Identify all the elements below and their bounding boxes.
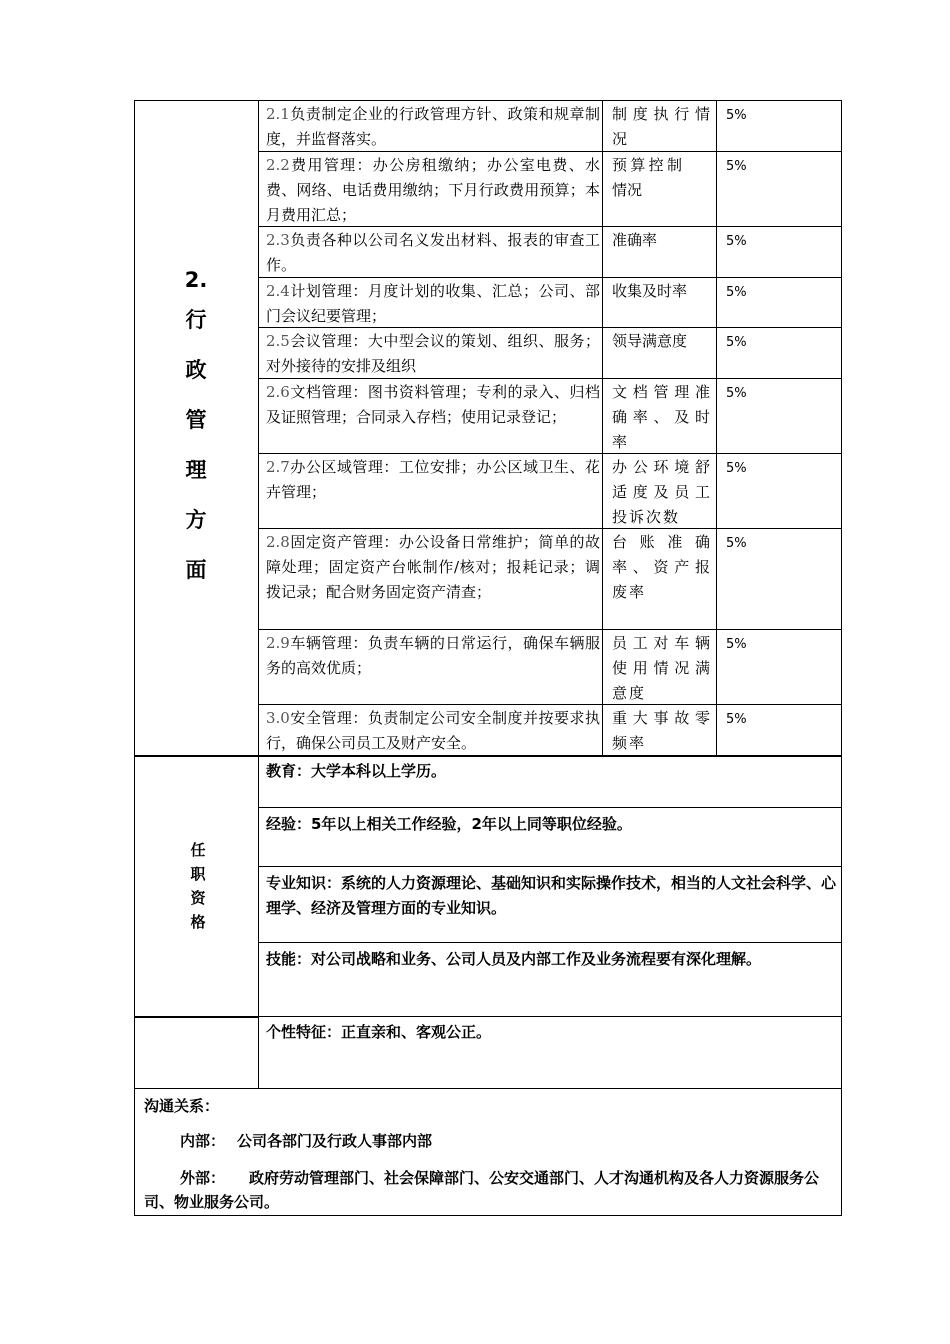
- duty-weight: 5%: [726, 108, 747, 123]
- duty-kpi: 重大事故零频率: [612, 709, 712, 752]
- duty-text: 3.0安全管理：负责制定公司安全制度并按要求执行，确保公司员工及财产安全。: [266, 709, 600, 752]
- duty-weight: 5%: [726, 712, 747, 727]
- duty-text: 2.4计划管理：月度计划的收集、汇总；公司、部门会议纪要管理；: [266, 282, 600, 325]
- qualifications-label-char: 资: [190, 889, 206, 907]
- duty-kpi: 准确率: [612, 231, 658, 249]
- duty-kpi: 员工对车辆使用情况满意度: [612, 634, 712, 702]
- duty-weight: 5%: [726, 386, 747, 401]
- communication-internal: [180, 1129, 432, 1153]
- communication-title: 沟通关系：: [144, 1097, 220, 1115]
- duty-weight: 5%: [726, 461, 747, 476]
- duty-weight: 5%: [726, 234, 747, 249]
- duty-text: 2.9车辆管理：负责车辆的日常运行，确保车辆服务的高效优质；: [266, 634, 600, 677]
- duty-weight: 5%: [726, 536, 747, 551]
- section-title-char: 政: [185, 358, 207, 382]
- experience-requirement: 经验：5年以上相关工作经验，2年以上同等职位经验。: [266, 815, 632, 833]
- duty-kpi: 台账准确率、资产报废率: [612, 533, 712, 601]
- duty-kpi: 办公环境舒适度及员工投诉次数: [612, 458, 712, 526]
- education-requirement: 教育：大学本科以上学历。: [266, 762, 447, 780]
- section-title-char: 方: [185, 508, 207, 532]
- communication-external: [144, 1166, 834, 1214]
- duty-text: 2.6文档管理：图书资料管理；专利的录入、归档及证照管理；合同录入存档；使用记录登记；: [266, 383, 600, 426]
- duty-text: 2.1负责制定企业的行政管理方针、政策和规章制度，并监督落实。: [266, 105, 600, 148]
- duty-weight: 5%: [726, 637, 747, 652]
- duty-text: 2.7办公区域管理：工位安排；办公区域卫生、花卉管理；: [266, 458, 600, 501]
- duty-kpi: 文档管理准确率、及时率: [612, 383, 712, 451]
- knowledge-requirement: 专业知识：系统的人力资源理论、基础知识和实际操作技术，相当的人文社会科学、心理学、经济及管理方面的专业知识。: [266, 874, 837, 917]
- duty-text: 2.2费用管理：办公房租缴纳；办公室电费、水费、网络、电话费用缴纳；下月行政费用预算；本月费用汇总；: [266, 156, 600, 224]
- external-text: 政府劳动管理部门、社会保障部门、公安交通部门、人才沟通机构及各人力资源服务公司、物业服务公司。: [144, 1169, 820, 1211]
- section-title-char: 面: [185, 558, 207, 582]
- skills-requirement: 技能：对公司战略和业务、公司人员及内部工作及业务流程要有深化理解。: [266, 950, 762, 968]
- duty-kpi: 收集及时率: [612, 282, 688, 300]
- duty-kpi: 制度执行情况: [612, 105, 712, 148]
- qualifications-label-char: 职: [190, 865, 206, 883]
- duty-weight: 5%: [726, 285, 747, 300]
- duty-weight: 5%: [726, 159, 747, 174]
- section-title-char: 行: [185, 308, 207, 332]
- duty-text: 2.8固定资产管理：办公设备日常维护；简单的故障处理；固定资产台帐制作/核对；报耗记录；调拨记录；配合财务固定资产清查；: [266, 533, 600, 601]
- duty-kpi: 领导满意度: [612, 332, 688, 350]
- section-number: 2.: [184, 268, 208, 292]
- internal-text: 公司各部门及行政人事部内部: [237, 1132, 433, 1150]
- qualifications-label-char: 任: [190, 841, 206, 859]
- duty-text: 2.3负责各种以公司名义发出材料、报表的审查工作。: [266, 231, 600, 274]
- personality-requirement: 个性特征：正直亲和、客观公正。: [266, 1023, 492, 1041]
- section-title-char: 管: [185, 408, 207, 432]
- external-label: 外部：: [180, 1169, 226, 1187]
- qualifications-label-char: 格: [190, 913, 206, 931]
- duty-text: 2.5会议管理：大中型会议的策划、组织、服务；对外接待的安排及组织: [266, 332, 600, 375]
- duty-weight: 5%: [726, 335, 747, 350]
- section-title-char: 理: [185, 458, 207, 482]
- duty-kpi: 预算控制情况: [612, 156, 682, 199]
- internal-label: 内部：: [180, 1132, 226, 1150]
